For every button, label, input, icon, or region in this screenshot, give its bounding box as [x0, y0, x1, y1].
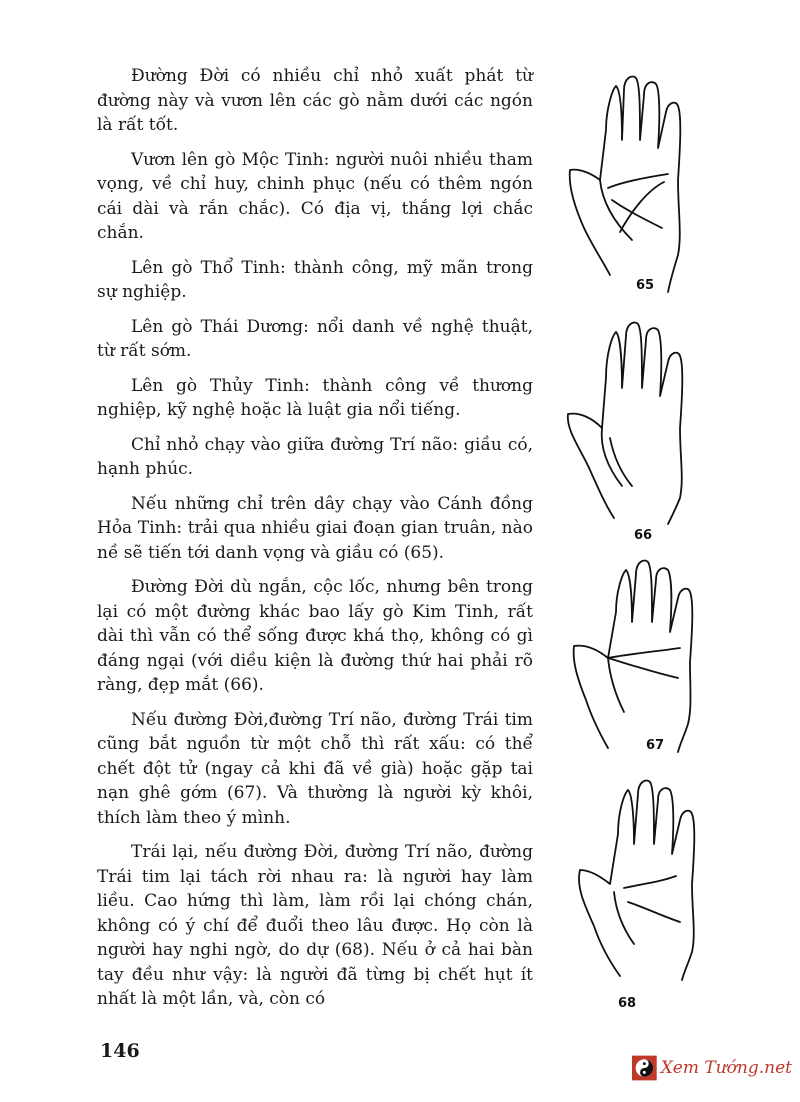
- figure-label: 65: [636, 278, 655, 293]
- paragraph: Nếu đường Đời,đường Trí não, đường Trái tim cũng bắt nguồn từ một chỗ thì rất xấu: có thể chết đột tử (ngay cả khi đã về già) hoặc gặp tai nạn ghê gớm (67). Và thường là người kỳ khôi, thích làm theo ý mình.: [97, 709, 533, 828]
- figure-label: 68: [618, 996, 637, 1011]
- yin-yang-icon: [632, 1051, 657, 1085]
- palm-hand-icon: [570, 776, 720, 986]
- palm-hand-icon: [562, 70, 712, 295]
- paragraph: Trái lại, nếu đường Đời, đường Trí não, đường Trái tim lại tách rời nhau ra: là người hay làm liều. Cao hứng thì làm, làm rồi lại chóng chán, không có ý chí để đuổi theo lâu được. Họ còn là người hay nghi ngờ, do dự (68). Nếu ở cả hai bàn tay đều như vậy: là người đã từng bị chết hụt ít nhất là một lần, và, còn có: [97, 842, 533, 1009]
- body-text: [97, 64, 533, 1022]
- palm-hand-icon: [562, 318, 712, 528]
- paragraph: Đường Đời có nhiều chỉ nhỏ xuất phát từ đường này và vươn lên các gò nằm dưới các ngón là rất tốt.: [97, 66, 533, 135]
- figure-label: 67: [646, 738, 665, 753]
- paragraph: Lên gò Thủy Tinh: thành công về thương nghiệp, kỹ nghệ hoặc là luật gia nổi tiếng.: [97, 375, 533, 420]
- site-logo[interactable]: [632, 1050, 792, 1086]
- figure-label: 66: [634, 528, 653, 543]
- paragraph: Đường Đời dù ngắn, cộc lốc, nhưng bên trong lại có một đường khác bao lấy gò Kim Tinh, rất dài thì vẫn có thể sống được khá thọ, không có gì đáng ngại (với diều kiện là đường thứ hai phải rõ ràng, đẹp mắt (66).: [97, 577, 533, 695]
- paragraph: Lên gò Thổ Tinh: thành công, mỹ mãn trong sự nghiệp.: [97, 257, 533, 302]
- paragraph: Nếu những chỉ trên dây chạy vào Cánh đồng Hỏa Tinh: trải qua nhiều giai đoạn gian truân, nào nề sẽ tiến tới danh vọng và giầu có (65).: [97, 493, 533, 563]
- paragraph: Vươn lên gò Mộc Tinh: người nuôi nhiều tham vọng, về chỉ huy, chinh phục (nếu có thêm ngón cái dài và rắn chắc). Có địa vị, thắng lợi chắc chắn.: [97, 149, 533, 243]
- palm-hand-icon: [568, 558, 718, 758]
- page-number: 146: [100, 1040, 140, 1062]
- paragraph: Chỉ nhỏ chạy vào giữa đường Trí não: giầu có, hạnh phúc.: [97, 434, 533, 479]
- paragraph: Lên gò Thái Dương: nổi danh về nghệ thuật, từ rất sớm.: [97, 316, 533, 361]
- logo-text: Xem Tướng.net: [660, 1058, 792, 1078]
